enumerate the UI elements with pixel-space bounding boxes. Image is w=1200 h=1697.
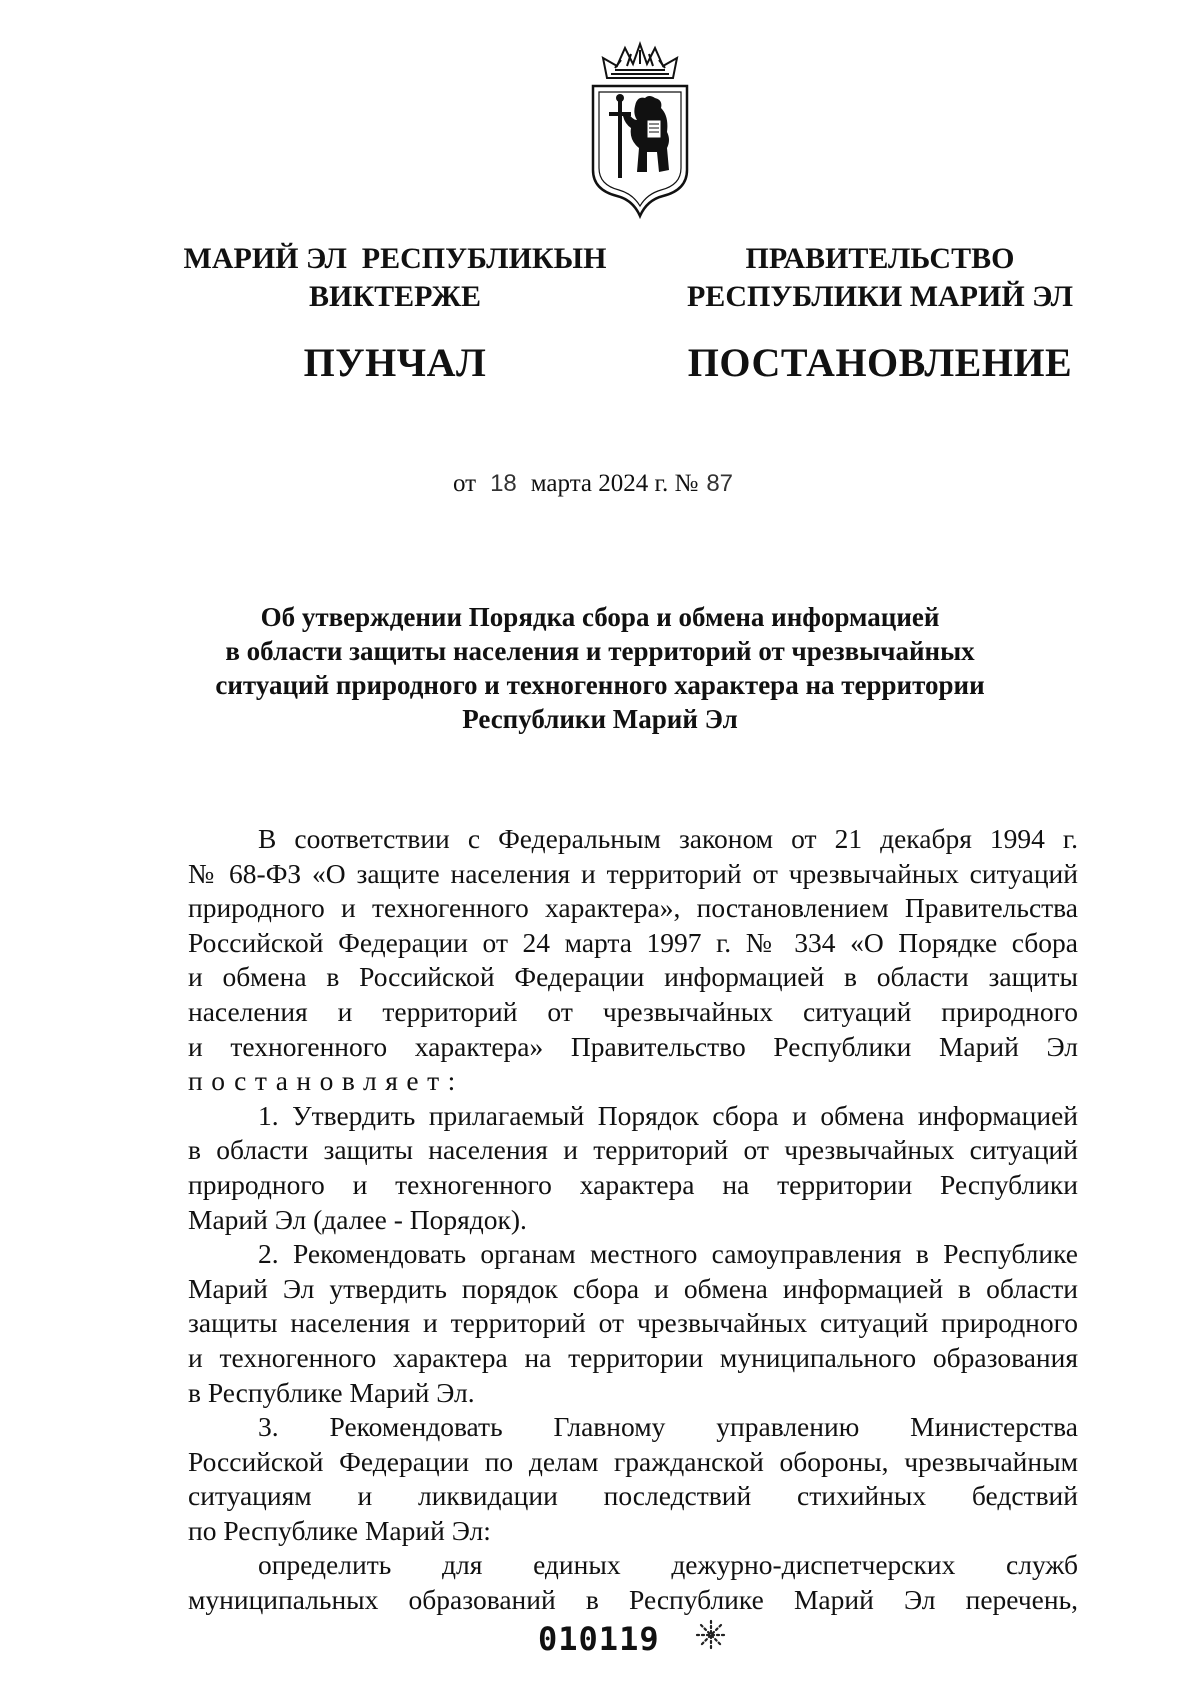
body-line: Марий Эл (далее - Порядок). bbox=[188, 1203, 527, 1235]
header-left-line1: МАРИЙ ЭЛ РЕСПУБЛИКЫН bbox=[183, 242, 607, 275]
title-line: Республики Марий Эл bbox=[462, 704, 738, 734]
title-line: ситуаций природного и техногенного характера на территории bbox=[215, 670, 985, 700]
body-line: постановляет: bbox=[188, 1065, 464, 1097]
body-line: 1. Утвердить прилагаемый Порядок сбора и обмена информацией bbox=[258, 1099, 1078, 1131]
document-number: 87 bbox=[706, 470, 734, 497]
document-title bbox=[150, 600, 1050, 736]
body-line: 2. Рекомендовать органам местного самоуправления в Республике bbox=[258, 1238, 1078, 1270]
body-line: Российской Федерации по делам гражданской обороны, чрезвычайным bbox=[188, 1445, 1078, 1477]
body-line: по Республике Марий Эл: bbox=[188, 1514, 491, 1546]
title-line: Об утверждении Порядка сбора и обмена информацией bbox=[260, 602, 940, 632]
header-left bbox=[170, 240, 620, 386]
date-line bbox=[0, 468, 1200, 500]
body-line: и техногенного характера на территории муниципального образования bbox=[188, 1341, 1078, 1373]
body-line: определить для единых дежурно-диспетчерских служб bbox=[258, 1549, 1078, 1581]
date-prefix: от bbox=[452, 470, 477, 497]
body-line: природного и техногенного характера на территории Республики bbox=[188, 1168, 1078, 1200]
date-month-year: марта 2024 г. № bbox=[530, 470, 699, 497]
header-right bbox=[660, 240, 1100, 386]
body-line: и техногенного характера» Правительство Республики Марий Эл bbox=[188, 1030, 1078, 1062]
document-serial-code: 010119 bbox=[538, 1620, 660, 1658]
header-left-line2: ВИКТЕРЖЕ bbox=[308, 280, 482, 313]
body-line: защиты населения и территорий от чрезвычайных ситуаций природного bbox=[188, 1307, 1078, 1339]
header-left-doc-type: ПУНЧАЛ bbox=[303, 340, 487, 385]
date-day: 18 bbox=[490, 470, 517, 497]
header-right-doc-type: ПОСТАНОВЛЕНИЕ bbox=[687, 340, 1073, 385]
body-line: В соответствии с Федеральным законом от 21 декабря 1994 г. bbox=[258, 823, 1078, 854]
body-line: муниципальных образований в Республике Марий Эл перечень, bbox=[188, 1584, 1078, 1616]
body-line: природного и техногенного характера», постановлением Правительства bbox=[188, 892, 1078, 924]
body-line: ситуациям и ликвидации последствий стихийных бедствий bbox=[188, 1480, 1078, 1512]
body-line: Российской Федерации от 24 марта 1997 г. № 334 «О Порядке сбора bbox=[188, 926, 1078, 958]
asterisk-mark-icon bbox=[694, 1618, 728, 1652]
body-line: № 68-ФЗ «О защите населения и территорий от чрезвычайных ситуаций bbox=[188, 857, 1078, 889]
body-line: в Республике Марий Эл. bbox=[188, 1376, 475, 1408]
body-line: Марий Эл утвердить порядок сбора и обмена информацией в области bbox=[188, 1272, 1078, 1304]
header-right-line1: ПРАВИТЕЛЬСТВО bbox=[745, 242, 1015, 275]
body-line: и обмена в Российской Федерации информацией в области защиты bbox=[188, 961, 1078, 993]
coat-of-arms-icon bbox=[585, 40, 695, 220]
title-line: в области защиты населения и территорий от чрезвычайных bbox=[225, 636, 975, 666]
body-line: 3. Рекомендовать Главному управлению Министерства bbox=[258, 1411, 1078, 1443]
body-line: в области защиты населения и территорий от чрезвычайных ситуаций bbox=[188, 1134, 1078, 1166]
body-line: населения и территорий от чрезвычайных ситуаций природного bbox=[188, 995, 1078, 1027]
header-right-line2: РЕСПУБЛИКИ МАРИЙ ЭЛ bbox=[686, 280, 1073, 313]
document-body bbox=[188, 822, 1078, 1618]
